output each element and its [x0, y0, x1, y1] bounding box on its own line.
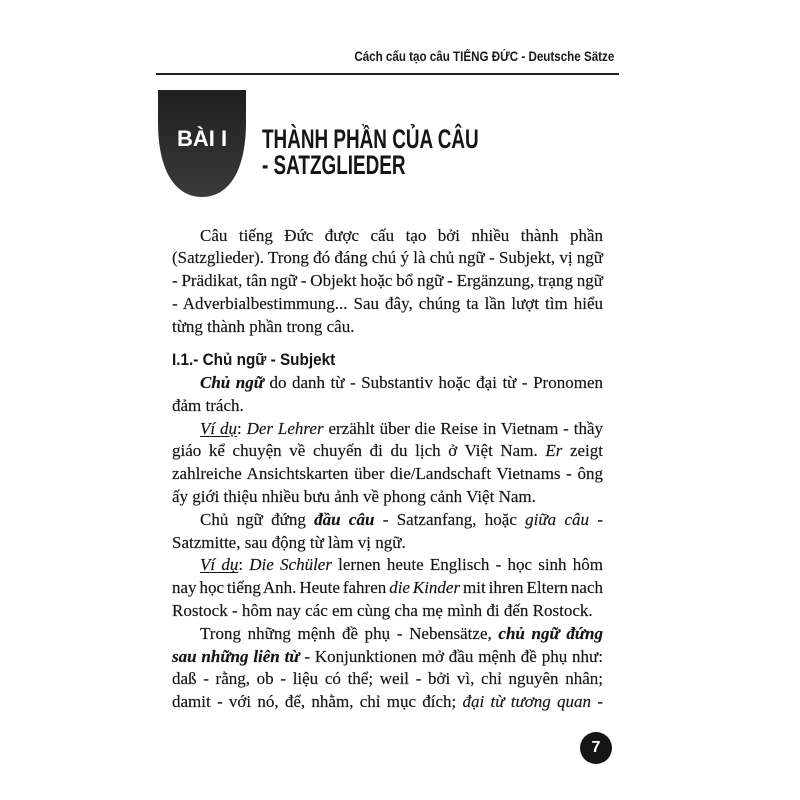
- key-term: chủ ngữ đứng: [498, 623, 603, 643]
- text-line: [172, 463, 603, 486]
- line-text: [172, 691, 603, 714]
- text-run: Satzmitte, sau động từ làm vị ngữ.: [172, 532, 406, 552]
- example-label: Ví dụ: [200, 555, 239, 575]
- text-run: :: [238, 555, 250, 575]
- line-text: [200, 509, 603, 532]
- line-text: [172, 293, 603, 316]
- text-line: [172, 418, 603, 441]
- text-run: Rostock - hôm nay các em cùng cha mẹ mình đi đến Rostock.: [172, 600, 593, 620]
- line-text: [172, 316, 354, 339]
- paragraph-subordinate-clauses: [172, 623, 603, 714]
- text-run: nay học tiếng Anh. Heute fahren: [172, 578, 390, 598]
- german-term: Die Schüler: [249, 555, 332, 575]
- line-text: [172, 440, 603, 463]
- text-line: [172, 554, 603, 577]
- text-run: giáo kể chuyện về chuyến đi du lịch ở Việt Nam.: [172, 441, 546, 461]
- paragraph-example-2: [172, 554, 603, 622]
- text-line: [172, 668, 603, 691]
- lesson-subtitle-text: - SATZGLIEDER: [262, 150, 406, 180]
- german-term: Er: [545, 441, 563, 461]
- line-text: [172, 395, 244, 418]
- text-line: [172, 440, 603, 463]
- italic-term: đại từ tương quan: [462, 692, 592, 712]
- text-run: từng thành phần trong câu.: [172, 316, 355, 336]
- text-line: [172, 270, 603, 293]
- text-run: đảm trách.: [172, 395, 244, 415]
- text-run: (Satzglieder). Trong đó đáng chú ý là chủ ngữ - Subjekt, vị ngữ: [172, 248, 603, 268]
- text-run: - Konjunktionen mở đầu mệnh đề phụ như:: [299, 646, 603, 666]
- line-text: [200, 418, 603, 441]
- paragraph-example-1: [172, 418, 603, 509]
- text-run: Trong những mệnh đề phụ - Nebensätze,: [200, 623, 499, 643]
- text-line: [172, 646, 603, 669]
- text-run: ấy giới thiệu nhiều bưu ảnh về phong cảnh Việt Nam.: [172, 486, 536, 506]
- text-run: -: [591, 692, 603, 712]
- header-rule: [156, 73, 619, 75]
- text-run: zahlreiche Ansichtskarten über die/Landschaft Vietnams - ông: [172, 464, 603, 484]
- key-term: đầu câu: [314, 509, 375, 529]
- italic-term: giữa câu: [525, 509, 590, 529]
- text-line: [172, 691, 603, 714]
- line-text: [200, 225, 603, 248]
- lesson-title-text: THÀNH PHẦN CỦA CÂU: [262, 124, 479, 154]
- body-text: [172, 225, 603, 714]
- paragraph-subject-definition: [172, 372, 603, 418]
- line-text: [172, 270, 603, 293]
- line-text: [172, 668, 603, 691]
- section-heading-text: I.1.- Chủ ngữ - Subjekt: [172, 349, 336, 369]
- lesson-title-line-1: [262, 126, 572, 152]
- running-header: Cách cấu tạo câu TIẾNG ĐỨC - Deutsche Sätze: [354, 49, 614, 64]
- text-line: [172, 486, 603, 509]
- text-run: Câu tiếng Đức được cấu tạo bởi nhiều thành phần: [200, 225, 603, 245]
- text-run: damit - với nó, để, nhằm, chỉ mục đích;: [172, 692, 463, 712]
- text-line: [172, 532, 603, 555]
- text-line: [172, 316, 603, 339]
- line-text: [172, 532, 406, 555]
- text-line: [172, 600, 603, 623]
- text-line: [172, 395, 603, 418]
- text-run: lernen heute Englisch - học sinh hôm: [331, 555, 603, 575]
- german-term: die Kinder: [389, 578, 461, 598]
- text-line: [172, 372, 603, 395]
- page-number: 7: [580, 732, 612, 764]
- line-text: [172, 577, 603, 600]
- key-term: Chủ ngữ: [200, 372, 264, 392]
- line-text: [172, 600, 593, 623]
- intro-paragraph: [172, 225, 603, 339]
- text-line: [172, 623, 603, 646]
- text-run: - Prädikat, tân ngữ - Objekt hoặc bổ ngữ - Ergänzung, trạng ngữ: [172, 271, 603, 291]
- text-run: -: [589, 509, 603, 529]
- text-run: zeigt: [562, 441, 603, 461]
- text-line: [172, 225, 603, 248]
- example-label: Ví dụ: [200, 418, 237, 438]
- lesson-badge-label: BÀI I: [176, 126, 228, 151]
- text-line: [172, 577, 603, 600]
- line-text: [172, 247, 603, 270]
- section-heading: [172, 348, 603, 372]
- key-term: sau những liên từ: [172, 646, 300, 666]
- line-text: [200, 554, 603, 577]
- text-run: do danh từ - Substantiv hoặc đại từ - Pronomen: [263, 372, 603, 392]
- line-text: [200, 623, 603, 646]
- line-text: [172, 486, 536, 509]
- text-run: erzählt über die Reise in Vietnam - thầy: [323, 418, 603, 438]
- text-line: [172, 509, 603, 532]
- text-run: - Adverbialbestimmung... Sau đây, chúng ta lần lượt tìm hiểu: [172, 293, 603, 313]
- text-run: daß - rằng, ob - liệu có thể; weil - bởi vì, chỉ nguyên nhân;: [172, 669, 603, 689]
- text-line: [172, 293, 603, 316]
- line-text: [200, 372, 603, 395]
- paragraph-subject-position: [172, 509, 603, 555]
- text-run: - Satzanfang, hoặc: [374, 509, 526, 529]
- lesson-title-line-2: [262, 152, 572, 178]
- line-text: [172, 463, 603, 486]
- text-run: Chủ ngữ đứng: [200, 509, 315, 529]
- text-run: :: [237, 418, 247, 438]
- line-text: [172, 646, 603, 669]
- text-line: [172, 247, 603, 270]
- lesson-title: [262, 126, 572, 178]
- text-run: mit ihren Eltern nach: [460, 578, 604, 598]
- german-term: Der Lehrer: [246, 418, 324, 438]
